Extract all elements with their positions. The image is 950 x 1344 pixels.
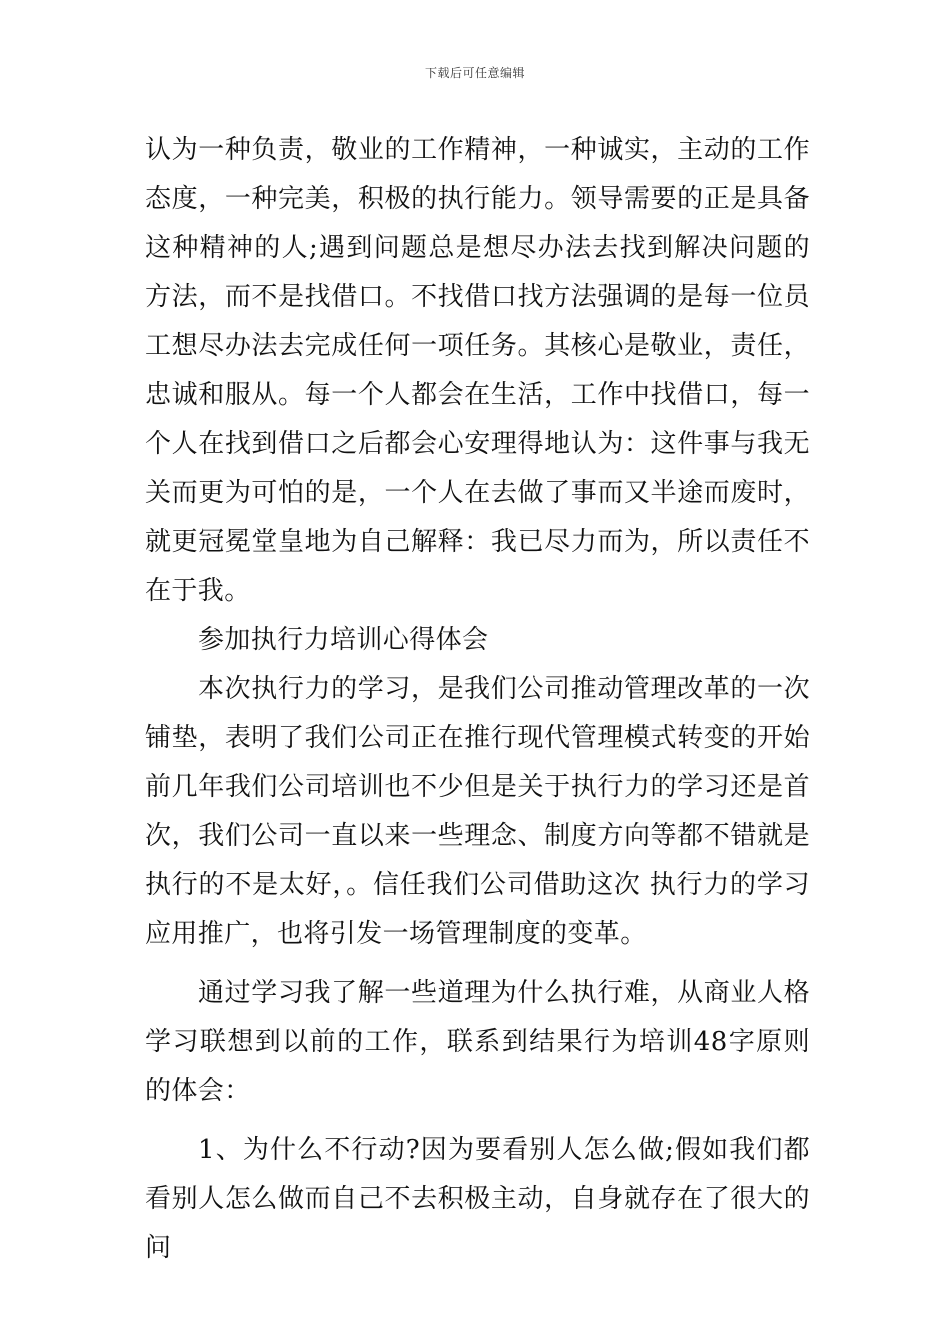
- paragraph-learning: 通过学习我了解一些道理为什么执行难，从商业人格学习联想到以前的工作，联系到结果行为培训48字原则的体会：: [145, 978, 810, 1106]
- paragraph-intro: 本次执行力的学习，是我们公司推动管理改革的一次铺垫，表明了我们公司正在推行现代管理模式转变的开始前几年我们公司培训也不少但是关于执行力的学习还是首次，我们公司一直以来一些理念、制度方向等都不错就是执行的不是太好，。信任我们公司借助这次 执行力的学习应用推广，也将引发一场管理制度的变革。: [145, 674, 810, 949]
- section-heading: 参加执行力培训心得体会: [198, 625, 489, 655]
- paragraph-point-1: 1、为什么不行动?因为要看别人怎么做;假如我们都看别人怎么做而自己不去积极主动，自身就存在了很大的问: [145, 1135, 810, 1263]
- page-header: 下载后可任意编辑: [424, 66, 525, 80]
- document-body: [145, 126, 810, 1273]
- paragraph-continuation: 认为一种负责，敬业的工作精神，一种诚实，主动的工作态度，一种完美，积极的执行能力。领导需要的正是具备这种精神的人;遇到问题总是想尽办法去找到解决问题的方法，而不是找借口。不找借口找方法强调的是每一位员工想尽办法去完成任何一项任务。其核心是敬业，责任，忠诚和服从。每一个人都会在生活，工作中找借口，每一个人在找到借口之后都会心安理得地认为：这件事与我无关而更为可怕的是，一个人在去做了事而又半途而废时，就更冠冕堂皇地为自己解释：我已尽力而为，所以责任不在于我。: [145, 135, 810, 606]
